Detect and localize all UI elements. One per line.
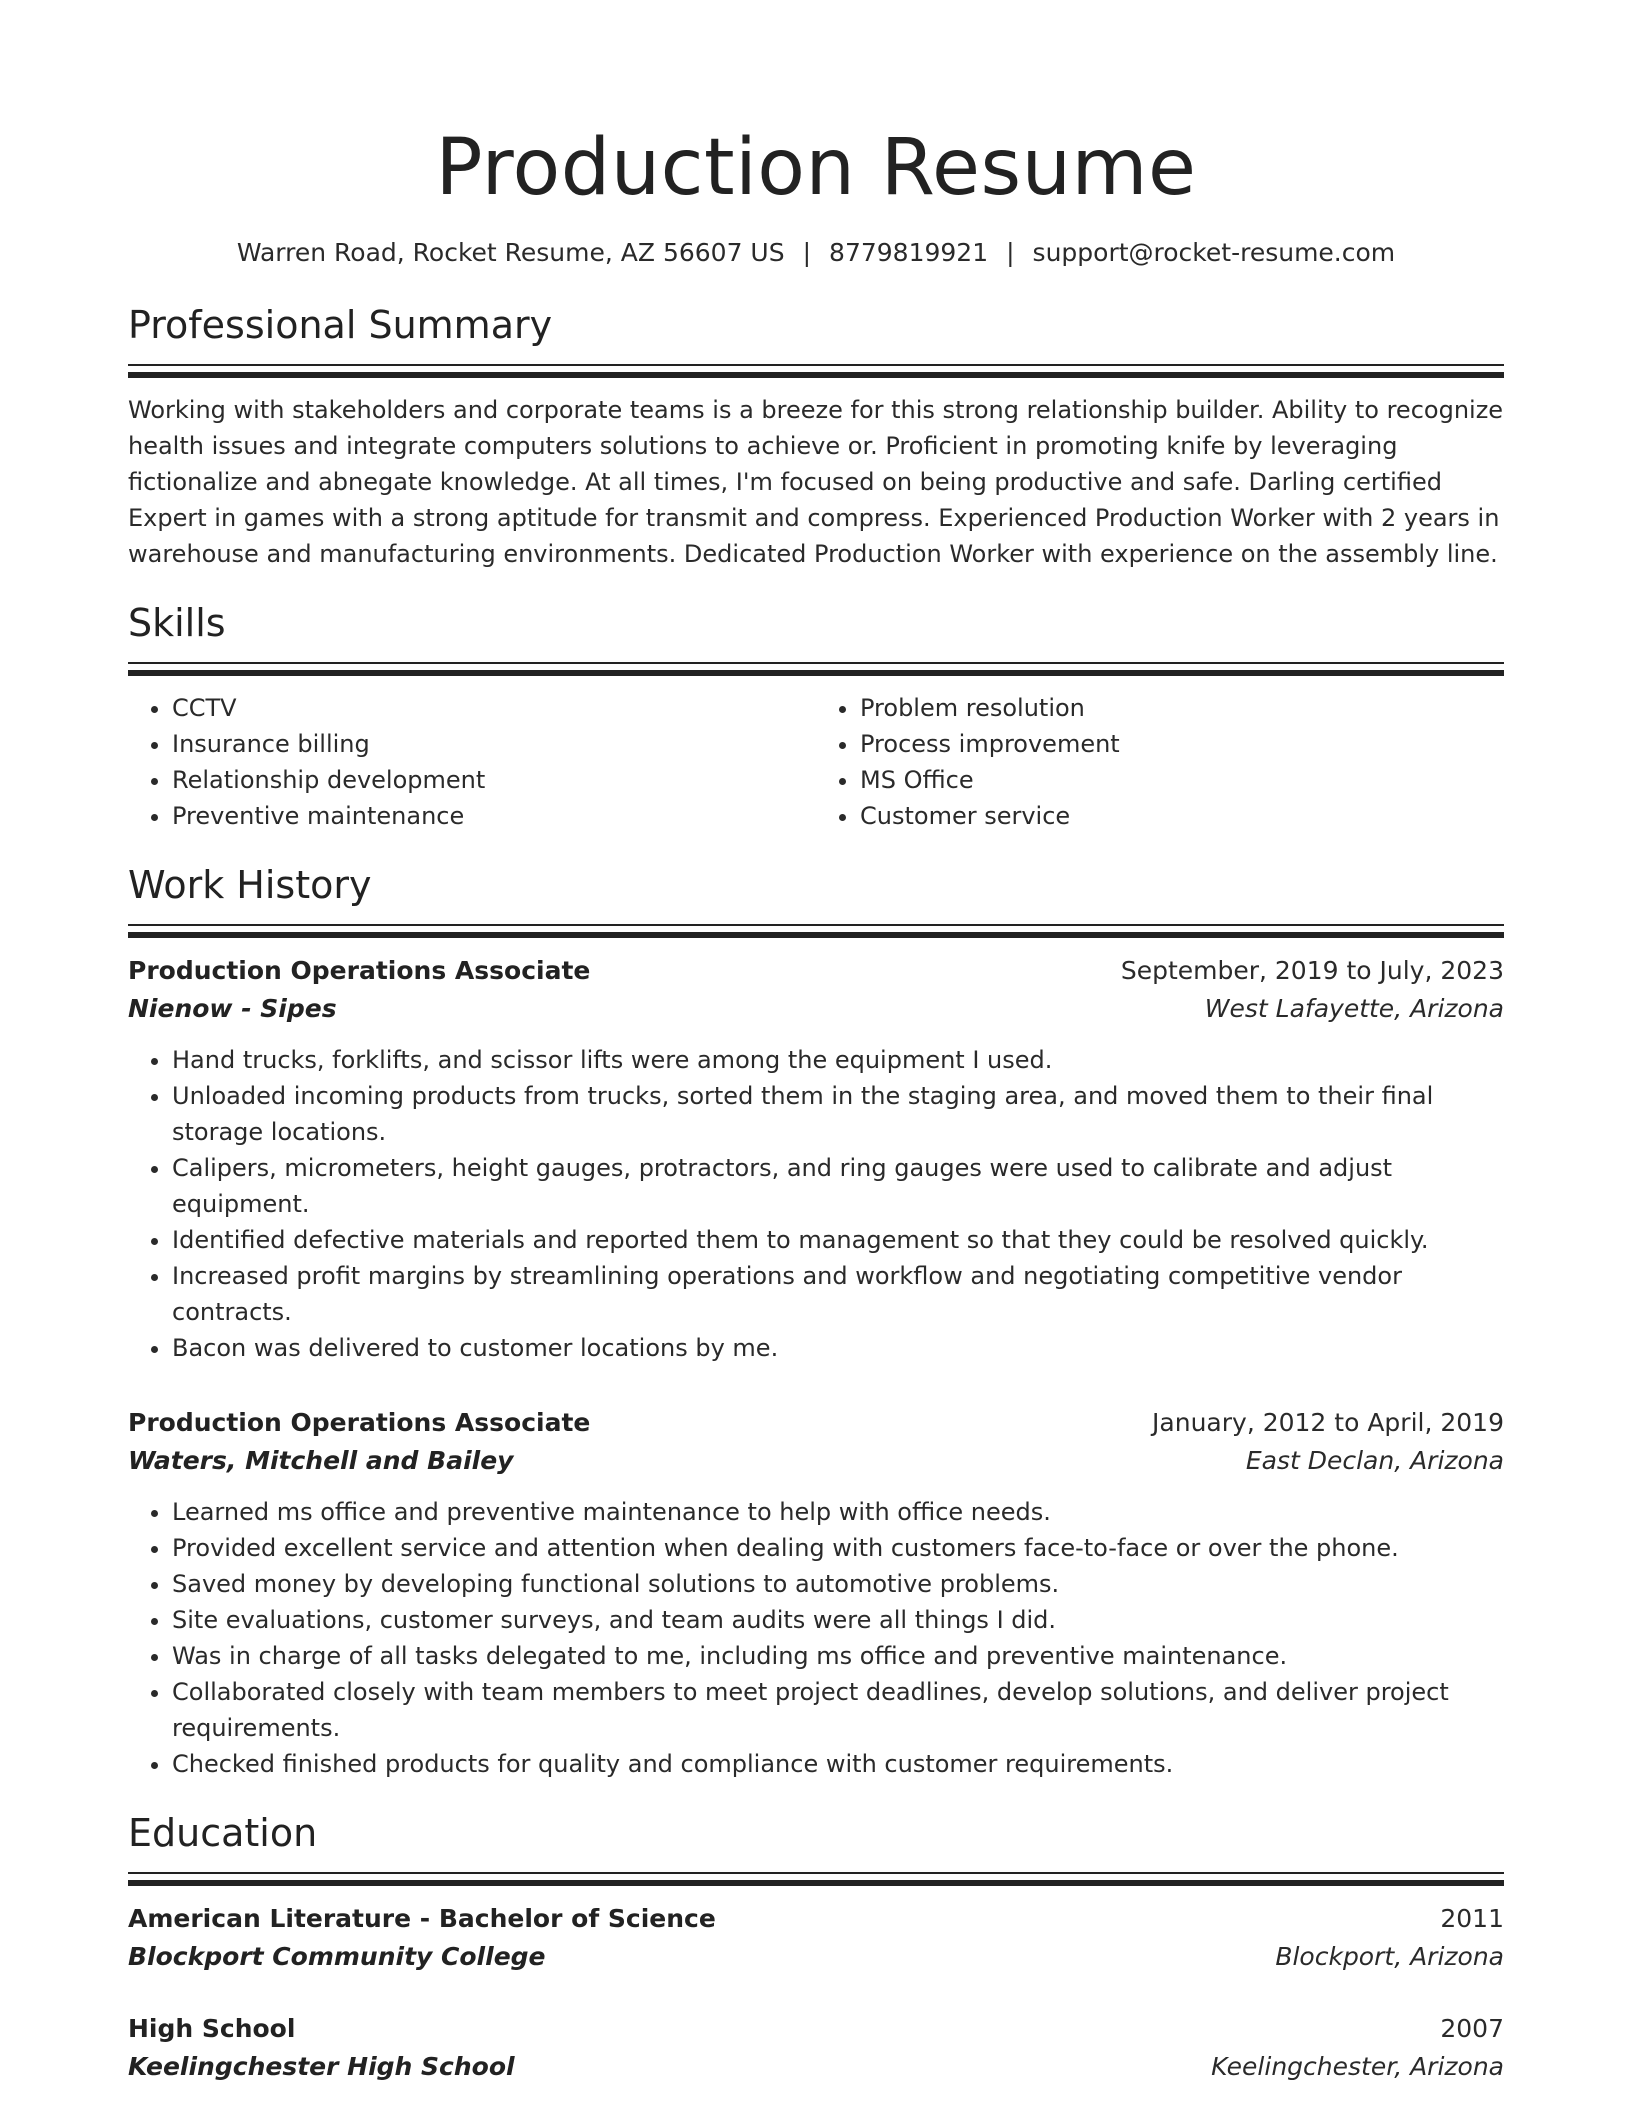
job-dates: January, 2012 to April, 2019	[1152, 1408, 1504, 1437]
job-bullet: • Checked finished products for quality and compliance with customer requirements.	[172, 1746, 1504, 1782]
summary-section	[128, 300, 1504, 572]
skills-list	[128, 690, 1504, 834]
job-bullet: • Provided excellent service and attention when dealing with customers face-to-face or over the phone.	[172, 1530, 1504, 1566]
skills-column-right	[816, 690, 1504, 834]
job-bullet: • Calipers, micrometers, height gauges, protractors, and ring gauges were used to calibrate and adjust equipment.	[172, 1150, 1504, 1222]
job-bullet: • Site evaluations, customer surveys, and team audits were all things I did.	[172, 1602, 1504, 1638]
job-bullet: • Was in charge of all tasks delegated to me, including ms office and preventive maintenance.	[172, 1638, 1504, 1674]
section-title-work-history: Work History	[128, 863, 372, 907]
job-bullet: • Saved money by developing functional solutions to automotive problems.	[172, 1566, 1504, 1602]
skill-item: • CCTV	[172, 690, 816, 726]
job-bullet: • Bacon was delivered to customer locations by me.	[172, 1330, 1504, 1366]
job-bullet: • Unloaded incoming products from trucks, sorted them in the staging area, and moved them to their final storage locations.	[172, 1078, 1504, 1150]
contact-separator: |	[1006, 238, 1015, 267]
education-degree: American Literature - Bachelor of Science	[128, 1904, 716, 1933]
contact-phone: 8779819921	[829, 238, 989, 267]
skill-item: • Customer service	[860, 798, 1504, 834]
job-title: Production Operations Associate	[128, 956, 591, 985]
job-bullet: • Increased profit margins by streamlining operations and workflow and negotiating competitive vendor contracts.	[172, 1258, 1504, 1330]
skill-item: • MS Office	[860, 762, 1504, 798]
skills-section	[128, 598, 1504, 834]
skill-item: • Process improvement	[860, 726, 1504, 762]
education-section	[128, 1808, 1504, 2086]
skill-item: • Preventive maintenance	[172, 798, 816, 834]
section-divider	[128, 662, 1504, 676]
education-year: 2007	[1440, 2014, 1504, 2043]
job-bullets	[128, 1494, 1504, 1782]
skill-item: • Relationship development	[172, 762, 816, 798]
job-location: West Lafayette, Arizona	[1204, 994, 1504, 1023]
contact-line	[128, 236, 1504, 270]
job-title: Production Operations Associate	[128, 1408, 591, 1437]
education-degree: High School	[128, 2014, 296, 2043]
job-bullets	[128, 1042, 1504, 1366]
job-company: Waters, Mitchell and Bailey	[128, 1446, 514, 1475]
education-school: Blockport Community College	[128, 1942, 546, 1971]
work-history-section	[128, 860, 1504, 1782]
section-divider	[128, 1872, 1504, 1886]
summary-text: Working with stakeholders and corporate teams is a breeze for this strong relationship builder. Ability to recognize health issues and integrate computers solutions to achieve or. Proficient in promoting knife by leveraging fictionalize and abnegate knowledge. At all times, I'm focused on being productive and safe. Darling certified Expert in games with a strong aptitude for transmit and compress. Experienced Production Worker with 2 years in warehouse and manufacturing environments. Dedicated Production Worker with experience on the assembly line.	[128, 396, 1504, 568]
section-title-summary: Professional Summary	[128, 303, 553, 347]
skills-column-left	[128, 690, 816, 834]
skill-item: • Insurance billing	[172, 726, 816, 762]
resume-name: Production Resume	[435, 123, 1197, 213]
job-bullet: • Hand trucks, forklifts, and scissor lifts were among the equipment I used.	[172, 1042, 1504, 1078]
education-school: Keelingchester High School	[128, 2052, 515, 2081]
section-divider	[128, 924, 1504, 938]
section-divider	[128, 364, 1504, 378]
job-entry	[128, 1404, 1504, 1782]
contact-separator: |	[802, 238, 812, 267]
job-entry	[128, 952, 1504, 1366]
job-dates: September, 2019 to July, 2023	[1120, 956, 1504, 985]
education-year: 2011	[1440, 1904, 1504, 1933]
job-bullet: • Collaborated closely with team members to meet project deadlines, develop solutions, and deliver project requirements.	[172, 1674, 1504, 1746]
education-entry	[128, 1900, 1504, 1976]
job-bullet: • Identified defective materials and reported them to management so that they could be resolved quickly.	[172, 1222, 1504, 1258]
job-location: East Declan, Arizona	[1245, 1446, 1504, 1475]
education-entry	[128, 2010, 1504, 2086]
section-title-skills: Skills	[128, 601, 226, 645]
job-company: Nienow - Sipes	[128, 994, 337, 1023]
skill-item: • Problem resolution	[860, 690, 1504, 726]
education-location: Keelingchester, Arizona	[1211, 2052, 1504, 2081]
job-bullet: • Learned ms office and preventive maintenance to help with office needs.	[172, 1494, 1504, 1530]
section-title-education: Education	[128, 1811, 318, 1855]
education-location: Blockport, Arizona	[1275, 1942, 1504, 1971]
contact-email: support@rocket-resume.com	[1032, 238, 1396, 267]
contact-address: Warren Road, Rocket Resume, AZ 56607 US	[236, 238, 785, 267]
